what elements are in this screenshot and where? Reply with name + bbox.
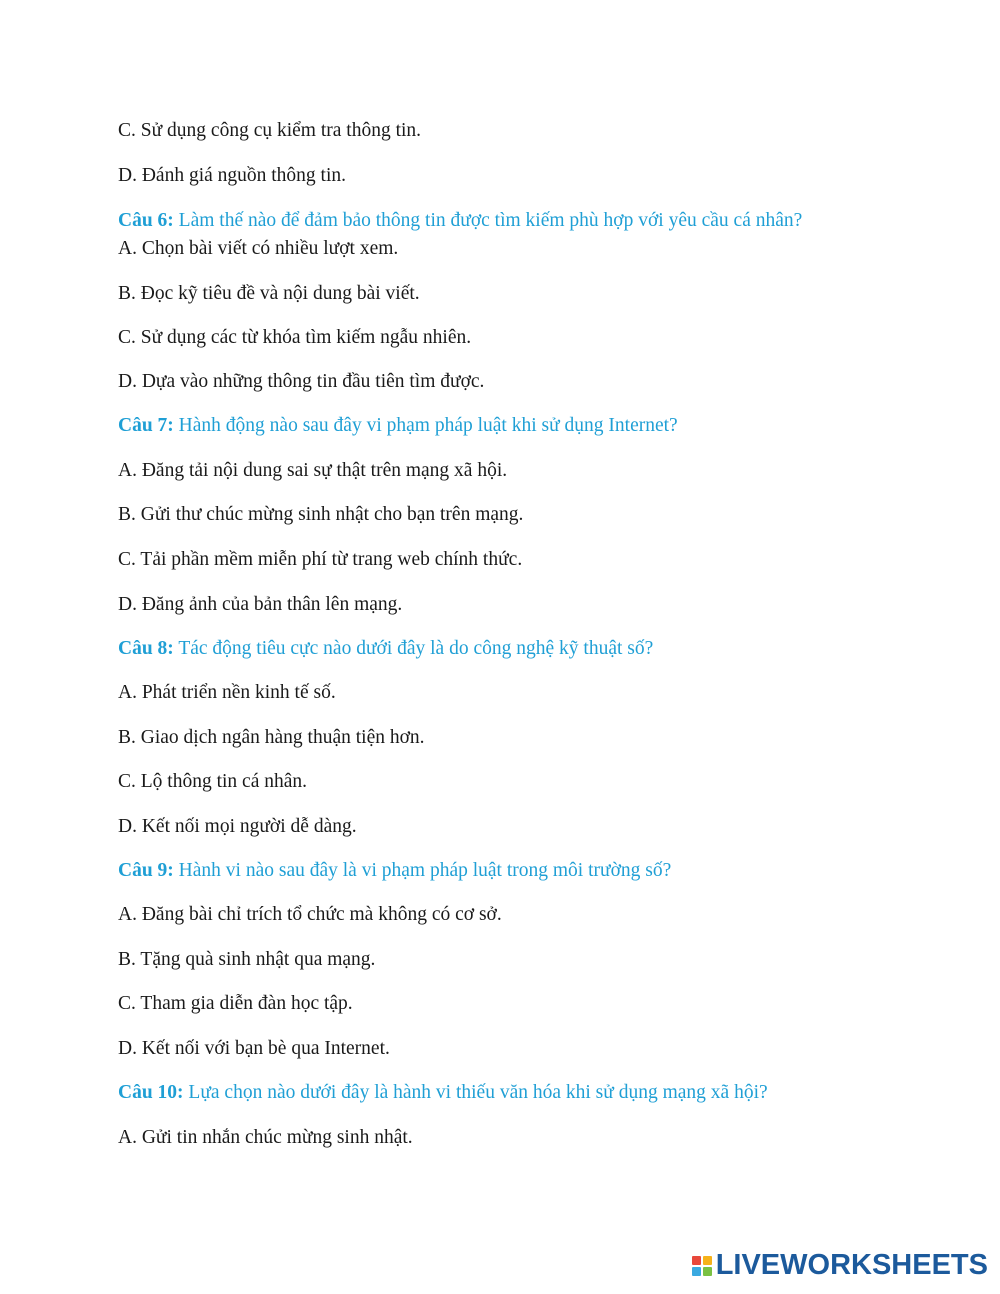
option-a: A. Phát triển nền kinh tế số. [118,682,336,703]
option-c: C. Sử dụng công cụ kiểm tra thông tin. [118,120,422,141]
question-9 [118,859,671,883]
option-d: D. Dựa vào những thông tin đầu tiên tìm được. [118,371,485,392]
question-number: Câu 6: [118,210,174,231]
option-d: D. Kết nối mọi người dễ dàng. [118,816,357,837]
option-c: C. Tải phần mềm miễn phí từ trang web chính thức. [118,549,523,570]
option-d: D. Kết nối với bạn bè qua Internet. [118,1038,390,1059]
logo-blocks-icon [692,1256,712,1276]
question-8 [118,637,653,661]
question-text: Hành động nào sau đây vi phạm pháp luật khi sử dụng Internet? [173,415,678,436]
question-number: Câu 9: [118,860,174,881]
option-c: C. Sử dụng các từ khóa tìm kiếm ngẫu nhiên. [118,327,472,348]
question-number: Câu 7: [118,415,174,436]
option-b: B. Đọc kỹ tiêu đề và nội dung bài viết. [118,283,420,304]
option-b: B. Gửi thư chúc mừng sinh nhật cho bạn trên mạng. [118,504,524,525]
option-a: A. Gửi tin nhắn chúc mừng sinh nhật. [118,1127,413,1148]
option-c: C. Lộ thông tin cá nhân. [118,771,308,792]
question-text: Lựa chọn nào dưới đây là hành vi thiếu văn hóa khi sử dụng mạng xã hội? [183,1082,768,1103]
option-c: C. Tham gia diễn đàn học tập. [118,993,353,1014]
option-a: A. Đăng tải nội dung sai sự thật trên mạng xã hội. [118,460,508,481]
option-d: D. Đánh giá nguồn thông tin. [118,165,347,186]
option-d: D. Đăng ảnh của bản thân lên mạng. [118,594,403,615]
question-text: Tác động tiêu cực nào dưới đây là do công nghệ kỹ thuật số? [173,638,654,659]
option-b: B. Tặng quà sinh nhật qua mạng. [118,949,376,970]
question-number: Câu 10: [118,1082,184,1103]
question-6 [118,209,802,233]
question-text: Hành vi nào sau đây là vi phạm pháp luật trong môi trường số? [173,860,672,881]
question-number: Câu 8: [118,638,174,659]
question-7 [118,414,678,438]
option-a: A. Chọn bài viết có nhiều lượt xem. [118,238,399,259]
option-b: B. Giao dịch ngân hàng thuận tiện hơn. [118,727,425,748]
question-10 [118,1081,768,1105]
logo-text: LIVEWORKSHEETS [715,1249,988,1281]
option-a: A. Đăng bài chỉ trích tổ chức mà không có cơ sở. [118,904,502,925]
liveworksheets-logo [692,1249,988,1282]
question-text: Làm thế nào để đảm bảo thông tin được tìm kiếm phù hợp với yêu cầu cá nhân? [173,210,803,231]
